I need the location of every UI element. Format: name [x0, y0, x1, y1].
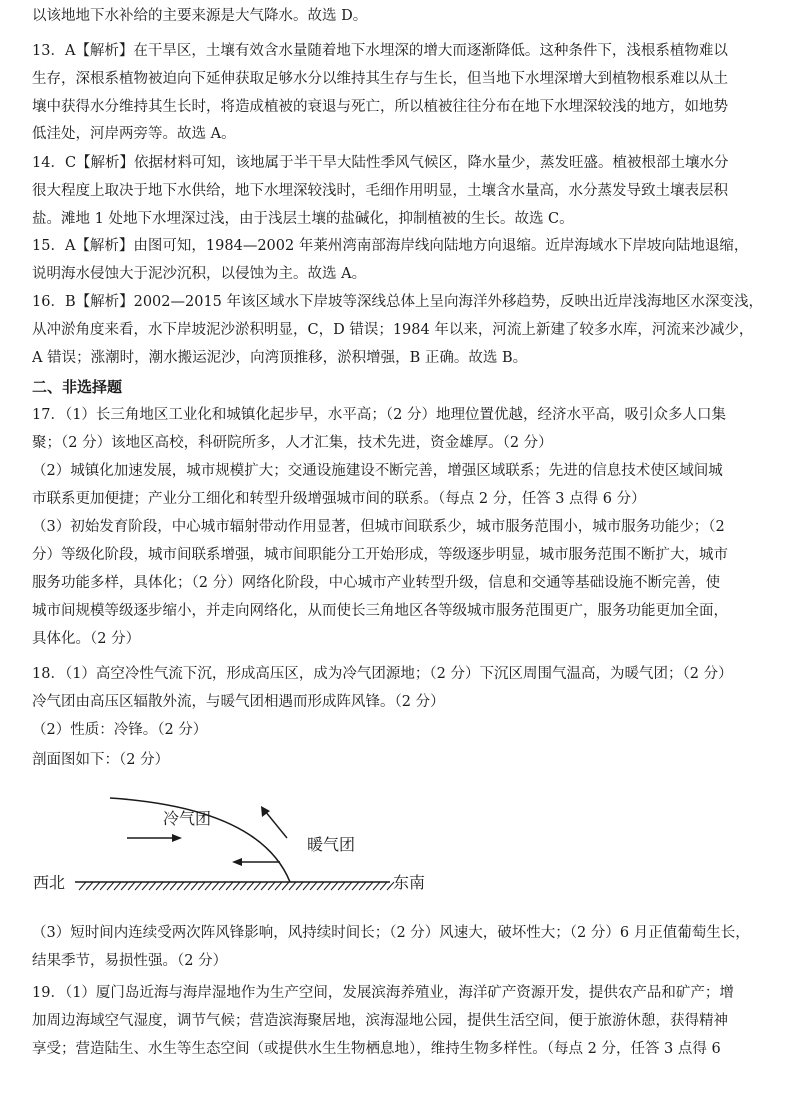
hatch-stroke	[366, 882, 373, 890]
hatch-stroke	[359, 882, 366, 890]
text-line: 15．A【解析】由图可知，1984—2002 年莱州湾南部海岸线向陆地方向退缩。近岸海域水下岸坡向陆地退缩，	[32, 238, 749, 254]
hatch-stroke	[254, 882, 261, 890]
text-line: （2）性质：冷锋。（2 分）	[32, 722, 208, 738]
text-line: 以该地地下水补给的主要来源是大气降水。故选 D。	[32, 8, 368, 24]
text-line: 服务功能多样，具体化；（2 分）网络化阶段，中心城市产业转型升级，信息和交通等基础设施不断完善，使	[32, 575, 721, 591]
cold-air-arrowhead	[172, 834, 182, 842]
hatch-stroke	[247, 882, 254, 890]
text-line: 16．B【解析】2002—2015 年该区域水下岸坡等深线总体上呈向海洋外移趋势，反映出近岸浅海地区水深变浅，	[32, 294, 764, 310]
hatch-stroke	[373, 882, 380, 890]
hatch-stroke	[156, 882, 163, 890]
hatch-stroke	[198, 882, 205, 890]
hatch-stroke	[233, 882, 240, 890]
hatch-stroke	[219, 882, 226, 890]
rising-air-arrow	[265, 811, 287, 838]
hatch-stroke	[100, 882, 107, 890]
text-line: 14．C【解析】依据材料可知，该地属于半干旱大陆性季风气候区，降水量少，蒸发旺盛。植被根部土壤水分	[32, 155, 729, 171]
text-line: A 错误；涨潮时，潮水搬运泥沙，向湾顶推移，淤积增强，B 正确。故选 B。	[32, 350, 528, 366]
hatch-stroke	[142, 882, 149, 890]
text-line: 分）等级化阶段，城市间联系增强，城市间职能分工开始形成，等级逐步明显，城市服务范围不断扩大，城市	[32, 547, 728, 563]
text-line: 18．（1）高空冷性气流下沉，形成高压区，成为冷气团源地；（2 分）下沉区周围气温高，为暖气团；（2 分）	[32, 666, 733, 682]
cold-front-profile-diagram	[25, 786, 425, 906]
hatch-stroke	[240, 882, 247, 890]
hatch-stroke	[107, 882, 114, 890]
text-line: 加周边海域空气湿度，调节气候；营造滨海聚居地，滨海湿地公园，提供生活空间，便于旅游休憩，获得精神	[32, 1013, 728, 1029]
cold-air-mass-label: 冷气团	[163, 809, 212, 828]
warm-air-arrowhead	[232, 858, 242, 866]
hatch-stroke	[184, 882, 191, 890]
text-line: （3）短时间内连续受两次阵风锋影响，风持续时间长；（2 分）风速大，破坏性大；（2 分）6 月正值葡萄生长，	[32, 925, 750, 941]
text-line: 冷气团由高压区辐散外流，与暖气团相遇而形成阵风锋。（2 分）	[32, 694, 445, 710]
text-line: 13．A【解析】在干旱区，土壤有效含水量随着地下水埋深的增大而逐渐降低。这种条件下，浅根系植物难以	[32, 43, 728, 59]
hatch-stroke	[261, 882, 268, 890]
text-line: 享受；营造陆生、水生等生态空间（或提供水生生物栖息地），维持生物多样性。（每点 2 分，任答 3 点得 6	[32, 1041, 721, 1057]
hatch-stroke	[177, 882, 184, 890]
text-line: 19．（1）厦门岛近海与海岸湿地作为生产空间，发展滨海养殖业，海洋矿产资源开发，提供农产品和矿产；增	[32, 985, 734, 1001]
southeast-label: 东南	[393, 873, 425, 892]
hatch-stroke	[205, 882, 212, 890]
text-line: 说明海水侵蚀大于泥沙沉积，以侵蚀为主。故选 A。	[32, 266, 367, 282]
hatch-stroke	[338, 882, 345, 890]
hatch-stroke	[275, 882, 282, 890]
hatch-stroke	[149, 882, 156, 890]
hatch-stroke	[226, 882, 233, 890]
hatch-stroke	[303, 882, 310, 890]
northwest-label: 西北	[33, 873, 66, 892]
hatch-stroke	[289, 882, 296, 890]
hatch-stroke	[268, 882, 275, 890]
hatch-stroke	[79, 882, 86, 890]
text-line: 剖面图如下：（2 分）	[32, 752, 170, 768]
text-line: 市联系更加便捷；产业分工细化和转型升级增强城市间的联系。（每点 2 分，任答 3 点得 6 分）	[32, 491, 646, 507]
hatch-stroke	[163, 882, 170, 890]
text-line: 具体化。（2 分）	[32, 631, 141, 647]
ground-hatching	[79, 882, 394, 890]
hatch-stroke	[345, 882, 352, 890]
text-line: （3）初始发育阶段，中心城市辐射带动作用显著，但城市间联系少，城市服务范围小，城市服务功能少；（2	[32, 519, 725, 535]
hatch-stroke	[324, 882, 331, 890]
hatch-stroke	[128, 882, 135, 890]
hatch-stroke	[135, 882, 142, 890]
text-line: 很大程度上取决于地下水供给，地下水埋深较浅时，毛细作用明显，土壤含水量高，水分蒸发导致土壤表层积	[32, 183, 728, 199]
hatch-stroke	[331, 882, 338, 890]
hatch-stroke	[380, 882, 387, 890]
hatch-stroke	[121, 882, 128, 890]
hatch-stroke	[212, 882, 219, 890]
text-line: 17．（1）长三角地区工业化和城镇化起步早，水平高；（2 分）地理位置优越，经济水平高，吸引众多人口集	[32, 407, 727, 423]
hatch-stroke	[170, 882, 177, 890]
section-heading: 二、非选择题	[32, 378, 123, 396]
hatch-stroke	[191, 882, 198, 890]
text-line: 城市间规模等级逐步缩小，并走向网络化，从而使长三角地区各等级城市服务范围更广，服务功能更加全面，	[32, 603, 728, 619]
text-line: 生存，深根系植物被迫向下延伸获取足够水分以维持其生存与生长，但当地下水埋深增大到植物根系难以从土	[32, 71, 728, 87]
hatch-stroke	[93, 882, 100, 890]
hatch-stroke	[86, 882, 93, 890]
hatch-stroke	[282, 882, 289, 890]
hatch-stroke	[352, 882, 359, 890]
text-line: 盐。滩地 1 处地下水埋深过浅，由于浅层土壤的盐碱化，抑制植被的生长。故选 C。	[32, 211, 574, 227]
hatch-stroke	[114, 882, 121, 890]
text-line: 结果季节，易损性强。（2 分）	[32, 953, 228, 969]
hatch-stroke	[317, 882, 324, 890]
text-line: （2）城镇化加速发展，城市规模扩大；交通设施建设不断完善，增强区域联系；先进的信息技术使区域间城	[32, 463, 723, 479]
text-line: 壤中获得水分维持其生长时，将造成植被的衰退与死亡，所以植被往往分布在地下水埋深较浅的地方，如地势	[32, 99, 728, 115]
hatch-stroke	[310, 882, 317, 890]
text-line: 低洼处，河岸两旁等。故选 A。	[32, 126, 236, 142]
warm-air-mass-label: 暖气团	[307, 835, 356, 854]
hatch-stroke	[296, 882, 303, 890]
text-line: 从冲淤角度来看，水下岸坡泥沙淤积明显，C，D 错误；1984 年以来，河流上新建了较多水库，河流来沙减少，	[32, 322, 754, 338]
text-line: 聚；（2 分）该地区高校，科研院所多，人才汇集，技术先进，资金雄厚。（2 分）	[32, 435, 553, 451]
